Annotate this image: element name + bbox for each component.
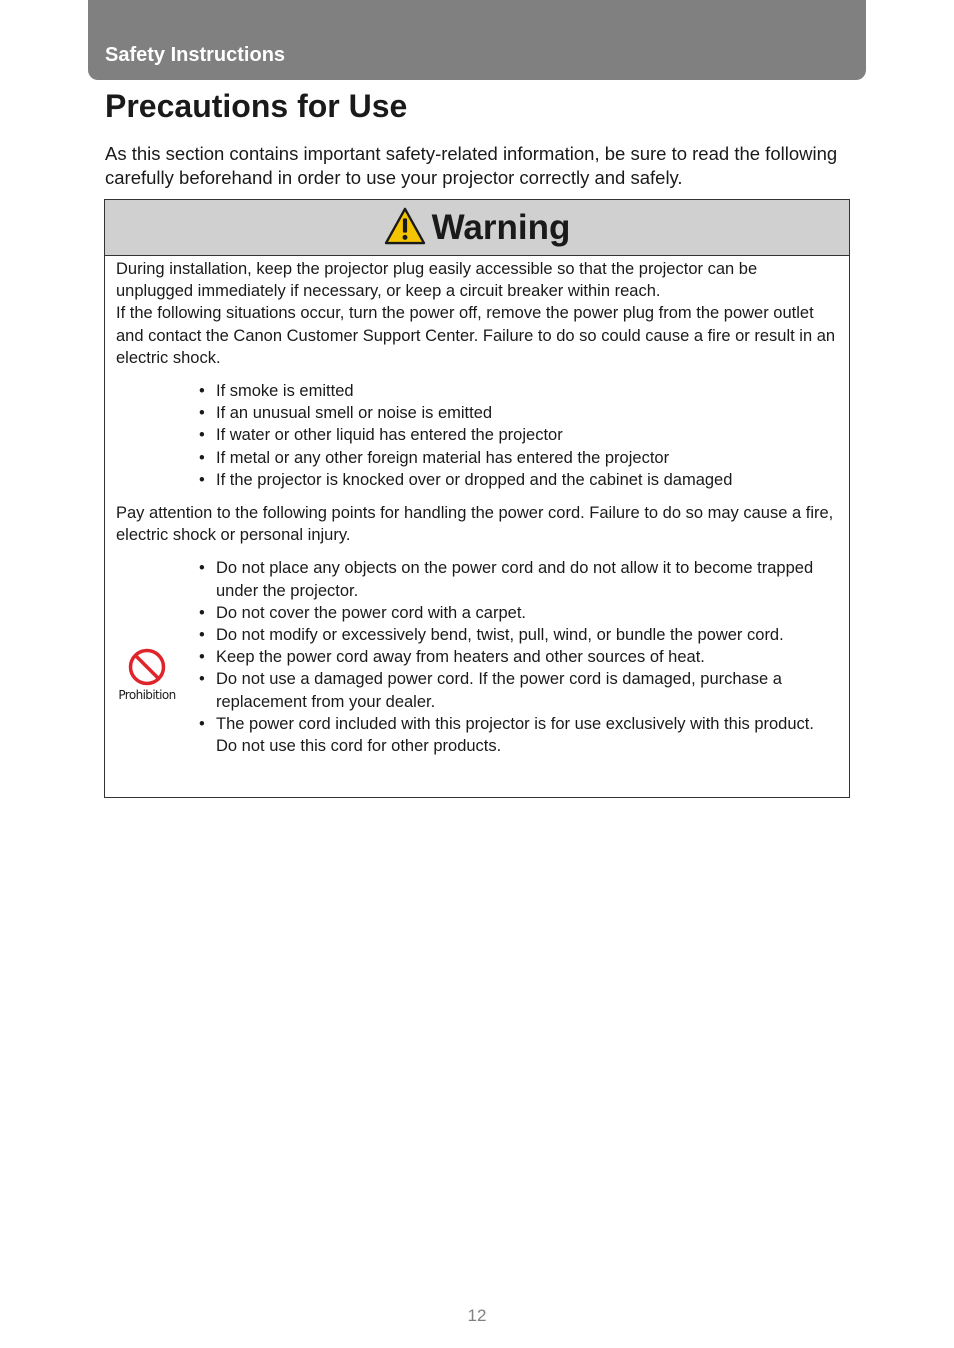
installation-paragraph: During installation, keep the projector plug easily accessible so that the projector can be unplugged immediately if necessary, or keep a circuit breaker within reach. (116, 260, 758, 301)
warning-box (104, 199, 850, 798)
list-item (199, 668, 837, 712)
intro-paragraph: As this section contains important safety-related information, be sure to read the following carefully beforehand in order to use your projector correctly and safely. (105, 143, 838, 188)
situations-paragraph: If the following situations occur, turn the power off, remove the power plug from the power outlet and contact the Canon Customer Support Center. Failure to do so could cause a fire or result in an electric shock. (116, 304, 836, 367)
list-item-text: Do not use a damaged power cord. If the power cord is damaged, purchase a replacement from your dealer. (216, 670, 782, 711)
bullet: • (199, 470, 205, 489)
list-item (199, 469, 837, 491)
list-item (199, 602, 837, 624)
list-item-text: If water or other liquid has entered the projector (216, 426, 563, 445)
situations-list (199, 380, 837, 491)
bullet: • (199, 603, 205, 622)
bullet: • (199, 714, 205, 733)
list-item-text: Do not modify or excessively bend, twist, pull, wind, or bundle the power cord. (216, 626, 784, 645)
bullet: • (199, 382, 205, 401)
power-cord-list (199, 557, 837, 757)
bullet: • (199, 648, 205, 667)
bullet: • (199, 448, 205, 467)
page-title: Precautions for Use (105, 88, 408, 124)
power-cord-paragraph: Pay attention to the following points for handling the power cord. Failure to do so may cause a fire, electric shock or personal injury. (116, 504, 834, 545)
list-item-text: Keep the power cord away from heaters and other sources of heat. (216, 648, 705, 667)
bullet: • (199, 670, 205, 689)
list-item-text: If smoke is emitted (216, 382, 354, 401)
warning-header (105, 200, 849, 256)
section-title: Safety Instructions (105, 44, 286, 66)
prohibition-label: Prohibition (118, 688, 176, 702)
prohibition-icon (127, 647, 167, 687)
list-item (199, 402, 837, 424)
warning-body (105, 256, 849, 757)
list-item-text: If metal or any other foreign material has entered the projector (216, 448, 670, 467)
list-item-text: If an unusual smell or noise is emitted (216, 404, 493, 423)
bullet: • (199, 404, 205, 423)
list-item-text: Do not place any objects on the power cord and do not allow it to become trapped under the projector. (216, 559, 814, 600)
list-item (199, 713, 837, 757)
section-header-bar (88, 0, 866, 80)
prohibition-symbol (116, 647, 178, 702)
list-item-text: If the projector is knocked over or dropped and the cabinet is damaged (216, 470, 733, 489)
bullet: • (199, 426, 205, 445)
warning-triangle-icon (384, 207, 426, 245)
list-item-text: Do not cover the power cord with a carpet. (216, 603, 526, 622)
list-item (199, 557, 837, 601)
warning-title: Warning (431, 207, 571, 247)
list-item (199, 646, 837, 668)
list-item (199, 624, 837, 646)
list-item (199, 424, 837, 446)
list-item (199, 380, 837, 402)
list-item-text: The power cord included with this projector is for use exclusively with this product. Do not use this cord for other products. (216, 714, 814, 756)
bullet: • (199, 626, 205, 645)
page-number: 12 (467, 1306, 487, 1325)
list-item (199, 447, 837, 469)
bullet: • (199, 559, 205, 578)
